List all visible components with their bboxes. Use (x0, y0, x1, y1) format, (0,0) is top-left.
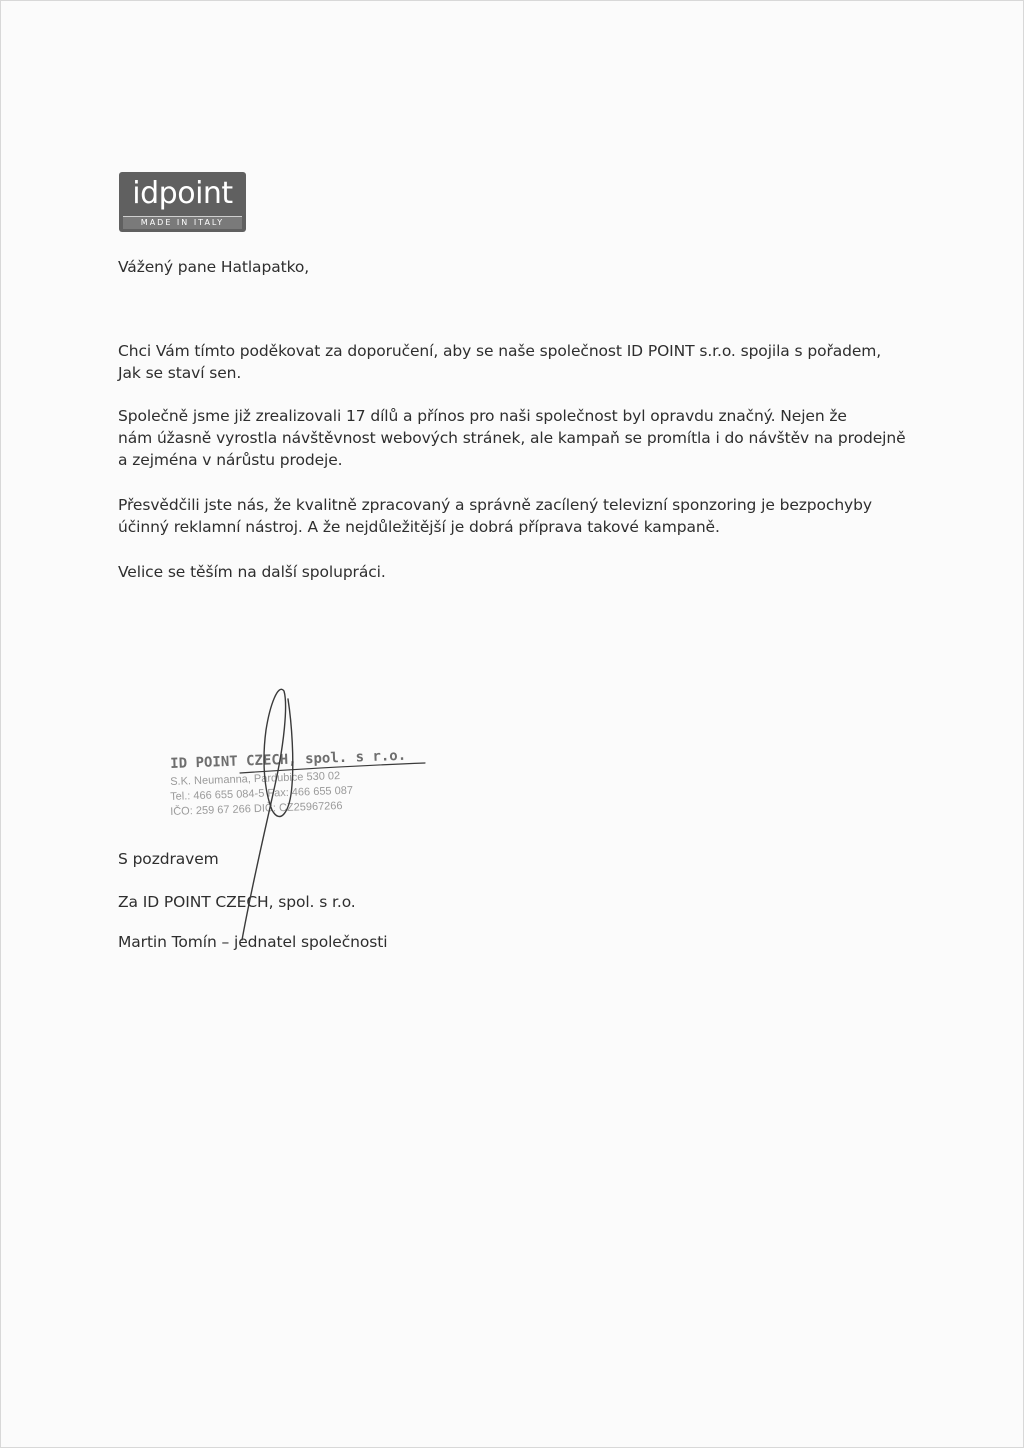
company-stamp (170, 747, 410, 828)
paragraph-line: a zejména v nárůstu prodeje. (118, 451, 343, 469)
paragraph-line: nám úžasně vyrostla návštěvnost webových stránek, ale kampaň se promítla i do návštěv na prodejně (118, 429, 906, 447)
stamp-address: S.K. Neumanna, Pardubice 530 02 (170, 770, 341, 788)
letter-company-line: Za ID POINT CZECH, spol. s r.o. (118, 893, 356, 911)
letter-paragraph-4 (118, 561, 918, 583)
paragraph-line: Přesvědčili jste nás, že kvalitně zpracovaný a správně zacílený televizní sponzoring je bezpochyby (118, 496, 872, 514)
letter-paragraph-3 (118, 494, 918, 538)
letter-greeting: Vážený pane Hatlapatko, (118, 258, 310, 276)
paragraph-line: účinný reklamní nástroj. A že nejdůležitější je dobrá příprava takové kampaně. (118, 518, 720, 536)
paragraph-line: Chci Vám tímto poděkovat za doporučení, aby se naše společnost ID POINT s.r.o. spojila s pořadem, (118, 342, 882, 360)
logo-tagline-strip (123, 216, 242, 229)
letter-signatory: Martin Tomín – jednatel společnosti (118, 933, 388, 951)
logo-wordmark: idpoint (132, 176, 233, 211)
letter-closing: S pozdravem (118, 850, 219, 868)
paragraph-line: Společně jsme již zrealizovali 17 dílů a přínos pro naši společnost byl opravdu značný. Nejen že (118, 407, 847, 425)
stamp-phone: Tel.: 466 655 084-5 Fax: 466 655 087 (170, 784, 354, 803)
letter-paragraph-2 (118, 405, 918, 471)
letter-paragraph-1 (118, 340, 918, 384)
stamp-company-name: ID POINT CZECH, spol. s r.o. (170, 747, 407, 772)
company-logo (119, 172, 246, 232)
paragraph-line: Velice se těším na další spolupráci. (118, 563, 386, 581)
paragraph-line: Jak se staví sen. (118, 364, 242, 382)
stamp-ids: IČO: 259 67 266 DIČ: CZ25967266 (170, 799, 343, 818)
logo-tagline: MADE IN ITALY (140, 218, 225, 227)
